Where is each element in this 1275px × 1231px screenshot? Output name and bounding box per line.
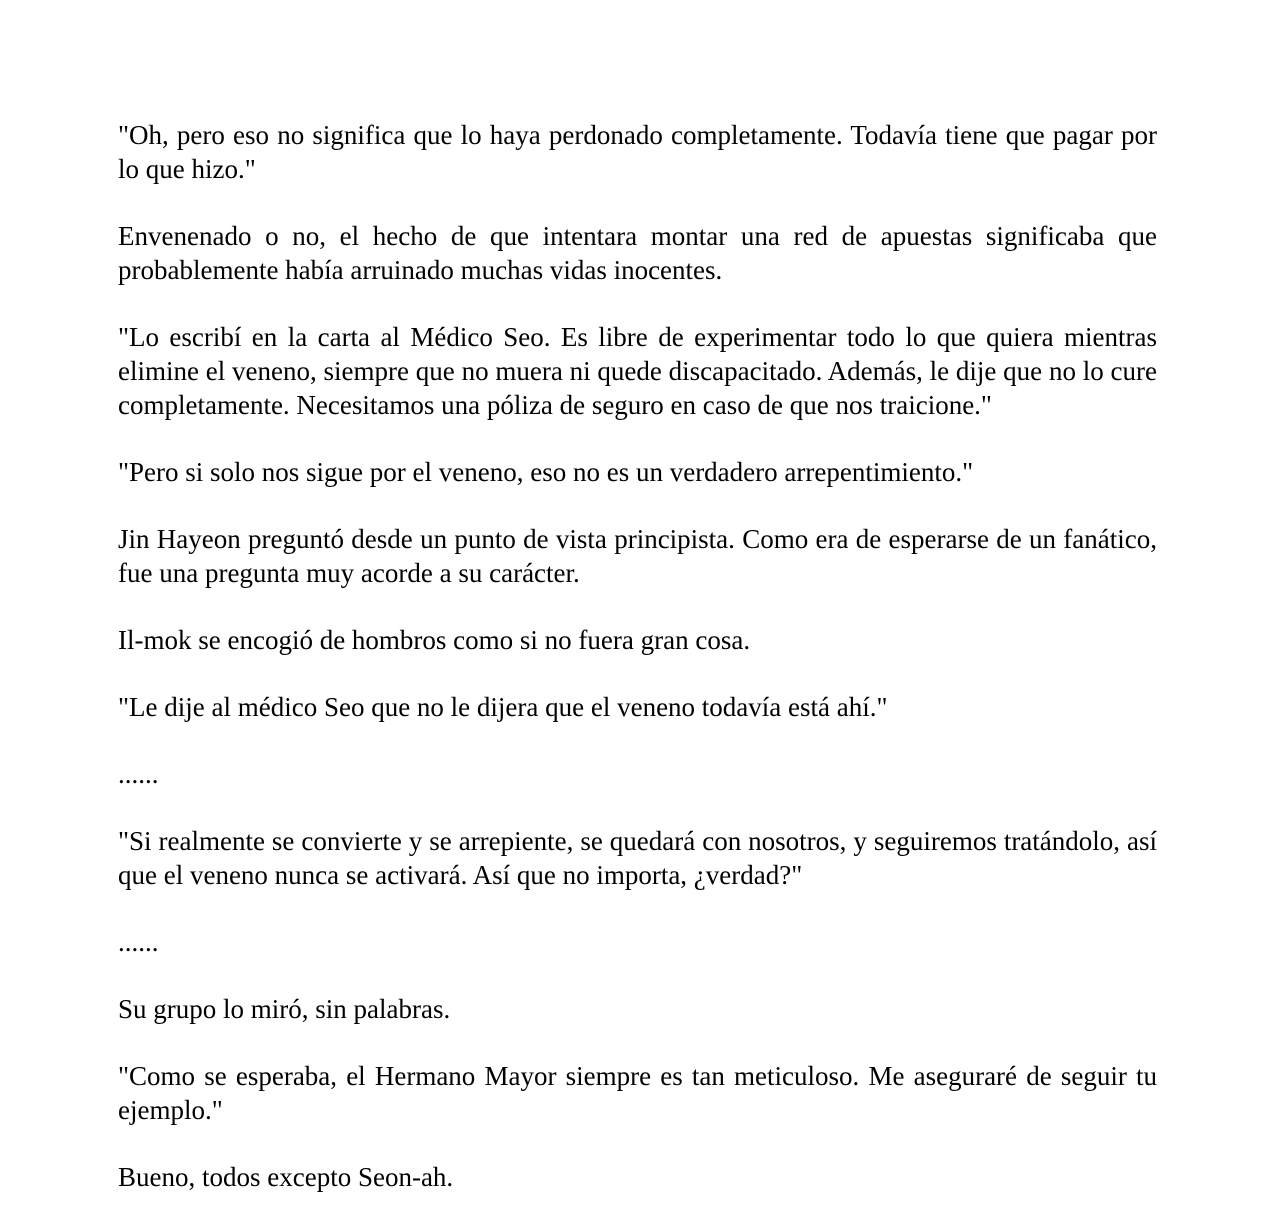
ellipsis-separator: ...... — [118, 759, 159, 789]
paragraph: Jin Hayeon preguntó desde un punto de vista principista. Como era de esperarse de un fanático, fue una pregunta muy acorde a su carácter. — [118, 524, 1157, 588]
paragraph: Il-mok se encogió de hombros como si no fuera gran cosa. — [118, 625, 751, 655]
paragraph: "Oh, pero eso no significa que lo haya perdonado completamente. Todavía tiene que pagar por lo que hizo." — [118, 120, 1157, 184]
body-text — [118, 118, 1157, 1227]
paragraph: "Si realmente se convierte y se arrepiente, se quedará con nosotros, y seguiremos tratándolo, así que el veneno nunca se activará. Así que no importa, ¿verdad?" — [118, 826, 1157, 890]
ellipsis-separator: ...... — [118, 927, 159, 957]
paragraph: Envenenado o no, el hecho de que intentara montar una red de apuestas significaba que probablemente había arruinado muchas vidas inocentes. — [118, 221, 1157, 285]
paragraph: "Le dije al médico Seo que no le dijera que el veneno todavía está ahí." — [118, 692, 888, 722]
paragraph: "Lo escribí en la carta al Médico Seo. Es libre de experimentar todo lo que quiera mientras elimine el veneno, siempre que no muera ni quede discapacitado. Además, le dije que no lo cure completamente. Necesitamos una póliza de seguro en caso de que nos traicione." — [118, 322, 1157, 420]
paragraph: "Como se esperaba, el Hermano Mayor siempre es tan meticuloso. Me aseguraré de seguir tu ejemplo." — [118, 1061, 1157, 1125]
paragraph: Bueno, todos excepto Seon-ah. — [118, 1162, 454, 1192]
paragraph: Su grupo lo miró, sin palabras. — [118, 994, 451, 1024]
paragraph: "Pero si solo nos sigue por el veneno, eso no es un verdadero arrepentimiento." — [118, 457, 974, 487]
